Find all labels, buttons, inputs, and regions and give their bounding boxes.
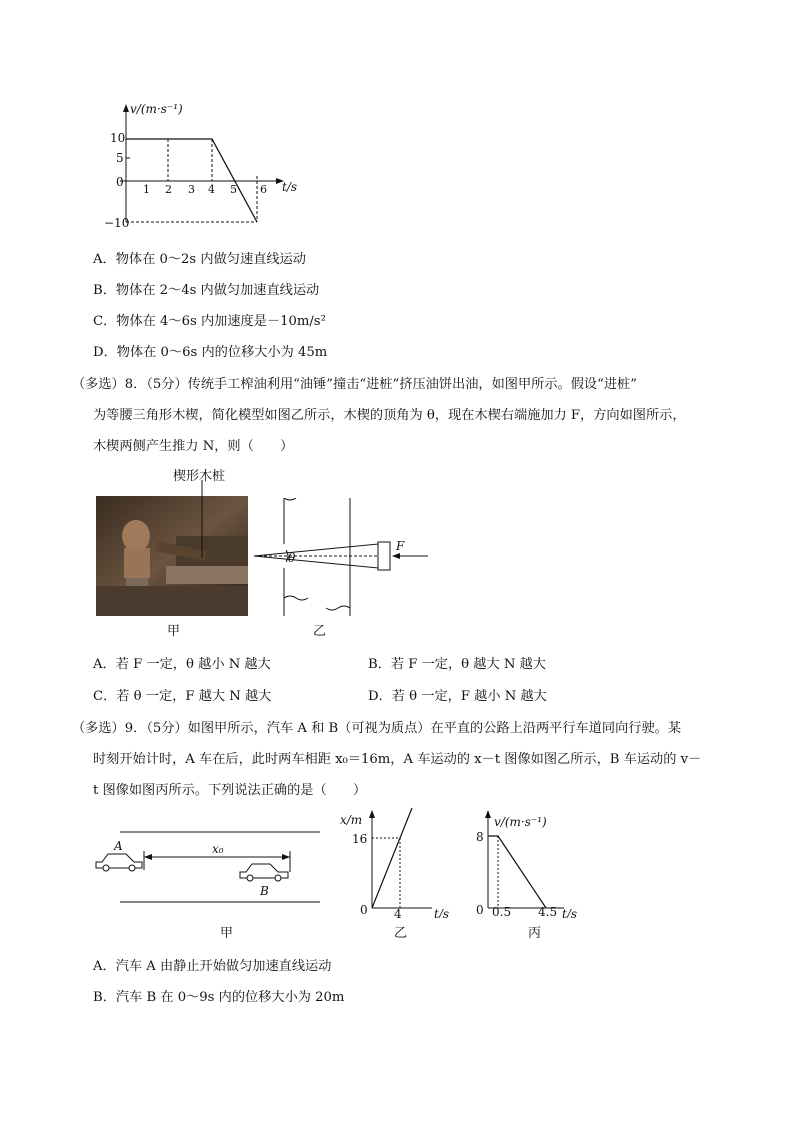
car-b-velocity-graph [474,806,594,918]
oil-press-photo [96,496,248,616]
force-label: F [396,539,405,553]
graph1-xtick-5: 5 [230,183,237,196]
q9-stem-line-1: （多选）9．（5分）如图甲所示，汽车 A 和 B（可视为质点）在平直的公路上沿两平行车道同向行驶。某 [72,721,682,736]
q8-option-a: A．若 F 一定，θ 越小 N 越大 [93,657,271,672]
q7-option-c: C．物体在 4～6s 内加速度是－10m/s² [93,314,326,329]
theta-label: θ [288,551,296,565]
graph1-ytick-0: 0 [116,175,124,189]
car-a-icon [96,854,142,871]
q8-stem-line-2: 为等腰三角形木楔，简化模型如图乙所示，木楔的顶角为 θ，现在木楔右端施加力 F，方向如图所示， [93,408,686,423]
yi-y-label: x/m [340,813,363,827]
q7-option-d: D．物体在 0～6s 内的位移大小为 45m [93,345,328,360]
bing-velocity-line [488,836,546,908]
bing-x-tick-1: 0.5 [492,905,512,918]
graph1-xtick-4: 4 [208,183,215,196]
road-diagram [92,820,327,912]
yi-x-label: t/s [434,907,450,918]
wedge-diagram [250,498,430,616]
fig-bing-label: 丙 [528,926,542,941]
bing-origin: 0 [476,903,484,917]
q9-option-a: A．汽车 A 由静止开始做匀加速直线运动 [93,959,332,974]
q7-option-b: B．物体在 2～4s 内做匀加速直线运动 [93,283,320,298]
bing-y-label: v/(m·s⁻¹) [494,815,547,829]
q8-stem-line-1: （多选）8．（5分）传统手工榨油利用“油锤”撞击“进桩”挤压油饼出油，如图甲所示。假设“进桩” [72,377,637,392]
q9-stem-line-2: 时刻开始计时，A 车在后，此时两车相距 x₀＝16m，A 车运动的 x－t 图像如图乙所示，B 车运动的 v－ [93,752,702,767]
car-a-label: A [114,839,123,853]
graph1-x-label: t/s [282,180,298,194]
q7-option-a: A．物体在 0～2s 内做匀速直线运动 [93,252,306,267]
q8-option-d: D．若 θ 一定，F 越小 N 越大 [368,689,547,704]
velocity-time-graph [100,96,320,236]
fig-yi-label: 乙 [394,926,408,941]
distance-label: x₀ [212,842,224,856]
bing-y-tick: 8 [476,830,484,844]
graph1-ytick-10: 10 [110,131,126,145]
q8-stem-line-3: 木楔两侧产生推力 N，则（ ） [93,439,294,454]
yi-y-tick: 16 [352,832,368,846]
fig-a-label: 甲 [167,624,181,639]
car-b-label: B [260,884,269,898]
yi-x-tick: 4 [394,907,402,918]
graph1-xtick-3: 3 [188,183,195,196]
bing-x-label: t/s [562,907,578,918]
q9-option-b: B．汽车 B 在 0～9s 内的位移大小为 20m [93,990,345,1005]
car-b-icon [240,864,288,881]
q9-stem-line-3: t 图像如图丙所示。下列说法正确的是（ ） [93,783,367,798]
position-time-graph [336,806,466,918]
fig-b-label: 乙 [313,624,327,639]
graph1-ytick-5: 5 [116,151,124,165]
fig-jia-label: 甲 [220,926,234,941]
graph1-ytick-neg10: −10 [104,216,130,230]
graph1-xtick-2: 2 [165,183,172,196]
wedge-callout-label: 楔形木桩 [173,469,226,484]
q8-option-b: B．若 F 一定，θ 越大 N 越大 [368,657,546,672]
bing-x-tick-2: 4.5 [538,905,558,918]
yi-origin: 0 [360,903,368,917]
graph1-y-label: v/(m·s⁻¹) [130,102,183,116]
callout-pointer [196,480,208,560]
graph1-xtick-1: 1 [143,183,150,196]
q8-option-c: C．若 θ 一定，F 越大 N 越大 [93,689,272,704]
graph1-xtick-6: 6 [260,183,267,196]
yi-position-line [372,808,412,908]
